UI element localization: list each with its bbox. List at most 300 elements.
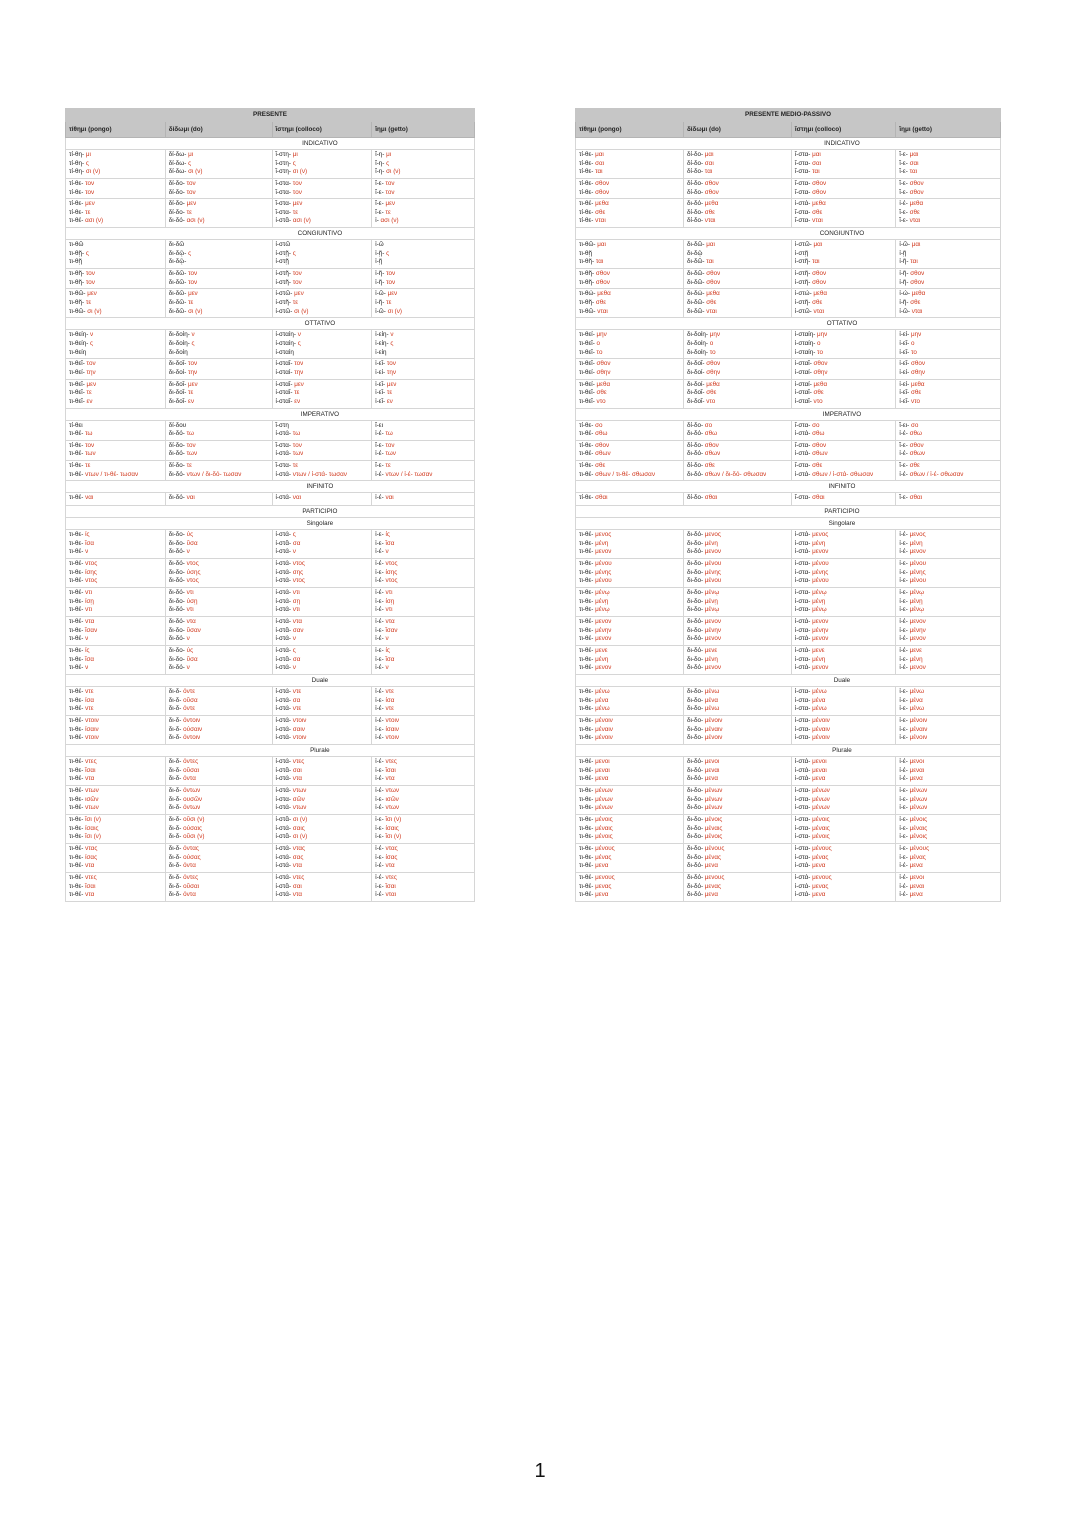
verb-ending: σι (ν) [387, 307, 402, 315]
verb-stem: ἱ-ε- [899, 568, 910, 576]
verb-ending: τον [85, 278, 95, 286]
verb-ending: ς [292, 647, 296, 655]
verb-ending: μεν [188, 290, 198, 298]
section-label: INFINITO [683, 481, 1000, 493]
verb-stem: ἱ-ε- [899, 696, 910, 704]
verb-stem: δι-δοί- [686, 368, 707, 376]
verb-stem: ἱ-ε- [899, 725, 910, 733]
verb-stem: δι-δ- [168, 725, 184, 733]
verb-stem: τι-θέ- [579, 635, 596, 643]
form-line [579, 258, 680, 267]
verb-ending: ντα [85, 775, 95, 783]
verb-ending: μένοις [909, 833, 928, 841]
verb-ending: μένη [704, 655, 718, 663]
verb-ending: τε [386, 298, 392, 306]
verb-stem: δι-δό- [686, 200, 705, 208]
verb-stem: δι-δό- [168, 548, 187, 556]
verb-ending: μέναιν [812, 725, 830, 733]
conjugation-cell [576, 199, 684, 228]
verb-ending: σθον [595, 180, 610, 187]
form-line [375, 151, 471, 160]
verb-stem: δι-δ- [168, 845, 184, 853]
conjugation-cell [165, 815, 272, 844]
form-line [276, 369, 369, 378]
verb-stem: ἱ-στά- [275, 494, 293, 502]
verb-ending: μένοιν [595, 734, 613, 742]
verb-ending: μένῳ [595, 606, 610, 614]
conjugation-cell [165, 179, 272, 199]
verb-ending: μενον [595, 618, 612, 626]
form-line [169, 331, 269, 340]
form-line [579, 151, 680, 160]
verb-ending: σθε [704, 208, 715, 216]
form-line [169, 189, 269, 198]
table-row [576, 420, 1001, 440]
verb-stem: ἱ-στᾶ- [275, 655, 293, 663]
verb-ending: τον [85, 188, 95, 196]
verb-ending: σθε [595, 298, 607, 306]
verb-ending: σθον [595, 270, 610, 278]
form-line [579, 331, 680, 340]
verb-stem: δί-δω- [168, 159, 189, 167]
conjugation-cell [791, 359, 896, 379]
conjugation-cell [272, 179, 372, 199]
verb-ending: σθε [704, 461, 715, 469]
verb-stem: τι-θείη- [69, 331, 91, 339]
verb-ending: ντα [292, 775, 302, 783]
conjugation-cell [791, 716, 896, 745]
verb-ending: τε [188, 389, 194, 397]
verb-stem: δι-δο- [686, 824, 705, 832]
empty-cell [576, 318, 684, 330]
form-line [687, 331, 788, 340]
verb-stem: δι-δο- [686, 734, 705, 742]
column-header: ἵημι (getto) [896, 122, 1001, 138]
verb-stem: ἱ-στῆ- [794, 298, 813, 306]
verb-ending: ν [85, 664, 89, 672]
verb-stem: ἱ-στά- [794, 775, 813, 783]
conjugation-cell [66, 330, 166, 359]
conjugation-cell [66, 150, 166, 179]
verb-stem: τι-θέ- [579, 862, 596, 870]
conjugation-cell [165, 240, 272, 269]
form-line [899, 340, 997, 349]
verb-stem: ἱ-έ- [375, 845, 386, 853]
verb-ending: μένοιν [909, 734, 928, 742]
verb-stem: ἱ-ῶ- [899, 241, 912, 249]
form-line [899, 471, 997, 480]
verb-ending: μέναιν [704, 725, 723, 733]
verb-stem: τι-θεῖ- [579, 339, 597, 347]
verb-stem: τι-θε- [69, 568, 86, 576]
table-row [66, 716, 475, 745]
form-line [375, 389, 471, 398]
conjugation-cell [896, 617, 1001, 646]
verb-ending: ντας [292, 845, 306, 853]
conjugation-cell [791, 559, 896, 588]
verb-ending: σθον [812, 188, 827, 196]
form-line [687, 360, 788, 369]
form-line [687, 180, 788, 189]
verb-stem: ἱ-στά- [794, 874, 813, 882]
verb-ending: νται [909, 217, 921, 225]
verb-stem: ἱ-έ- [899, 430, 910, 438]
verb-stem: δι-δ- [168, 862, 184, 870]
verb-stem: ἱ-εῖ- [375, 360, 387, 368]
verb-stem: τί-θε- [579, 159, 596, 167]
table-row [576, 786, 1001, 815]
conjugation-cell [791, 873, 896, 902]
verb-ending: μένους [704, 845, 725, 853]
section-label: PARTICIPIO [165, 506, 474, 518]
conjugation-cell [272, 379, 372, 408]
form-line [276, 606, 369, 615]
section-label: CONGIUNTIVO [683, 228, 1000, 240]
verb-ending: τον [386, 270, 396, 278]
verb-ending: μένου [909, 560, 927, 568]
verb-stem: δι-δο- [168, 597, 187, 605]
form-line [579, 688, 680, 697]
verb-ending: μι [386, 151, 392, 158]
verb-ending: τον [385, 188, 395, 196]
verb-ending: μένη [704, 539, 718, 547]
verb-ending: σθον [706, 360, 721, 368]
verb-stem: δι-δό- [686, 862, 705, 870]
table-row [66, 179, 475, 199]
verb-stem: ἱ-ε- [899, 705, 910, 713]
verb-stem: τι-θῇ [69, 258, 82, 266]
verb-stem: ἱ-στά- [275, 531, 293, 539]
verb-stem: ἱ-ε- [899, 845, 910, 853]
verb-ending: μεθα [704, 200, 719, 208]
verb-stem: τι-θε- [579, 696, 596, 704]
section-label-row [576, 228, 1001, 240]
verb-stem: δι-δο- [686, 626, 705, 634]
verb-ending: μένῃ [595, 597, 609, 605]
verb-ending: ται [595, 168, 603, 176]
verb-ending: ντος [186, 560, 199, 568]
form-line [375, 250, 471, 259]
verb-ending: ντων [85, 787, 99, 795]
empty-cell [66, 318, 166, 330]
verb-ending: σι (ν) [188, 307, 203, 315]
verb-ending: ντος [385, 577, 398, 585]
form-line [375, 606, 471, 615]
verb-ending: το [709, 348, 716, 356]
verb-stem: δι-δό- [686, 775, 705, 783]
form-line [375, 664, 471, 673]
verb-stem: δι-δο- [686, 845, 705, 853]
conjugation-cell [165, 150, 272, 179]
form-line [276, 758, 369, 767]
verb-stem: τι-θέ- [69, 618, 86, 626]
verb-stem: τι-θε- [579, 804, 596, 812]
conjugation-cell [372, 786, 475, 815]
empty-cell [66, 506, 166, 518]
conjugation-cell [165, 493, 272, 506]
conjugation-cell [683, 289, 791, 318]
verb-stem: δί-δο- [686, 151, 705, 158]
conjugation-cell [372, 420, 475, 440]
verb-stem: ἱ-στῆ- [794, 270, 813, 278]
form-line [169, 804, 269, 813]
verb-ending: μεναι [704, 766, 720, 774]
verb-stem: δί-δο- [686, 208, 705, 216]
verb-ending: μένω [812, 688, 827, 696]
verb-ending: ντα [85, 862, 95, 870]
form-line [795, 635, 893, 644]
form-line [795, 160, 893, 169]
table-row [66, 420, 475, 440]
verb-stem: ἱ-στα- [794, 688, 813, 696]
conjugation-cell [576, 815, 684, 844]
form-line [795, 688, 893, 697]
verb-ending: ν [385, 664, 389, 672]
form-line [899, 816, 997, 825]
conjugation-cell [165, 687, 272, 716]
verb-ending: μενους [704, 874, 725, 882]
conjugation-cell [791, 687, 896, 716]
verb-ending: μένῳ [812, 606, 827, 614]
verb-stem: ἱ-έ- [899, 775, 910, 783]
form-line [169, 664, 269, 673]
verb-ending: ίσας [85, 853, 98, 861]
conjugation-cell [272, 199, 372, 228]
verb-stem: δι-δο- [686, 539, 705, 547]
verb-ending: μένων [812, 795, 830, 803]
verb-ending: μαι [595, 151, 604, 158]
form-line [276, 787, 369, 796]
verb-stem: ἵ-ει- [899, 421, 911, 429]
verb-stem: τι-θέ- [69, 758, 86, 766]
verb-stem: ἵ-στα- [275, 441, 293, 449]
form-line [69, 430, 162, 439]
section-label: PARTICIPIO [683, 506, 1000, 518]
verb-ending: ντι [385, 589, 393, 597]
form-line [795, 241, 893, 250]
form-line [899, 381, 997, 390]
form-line [276, 647, 369, 656]
verb-ending: ς [386, 159, 390, 167]
verb-stem: ἱ-εῖ- [899, 348, 911, 356]
verb-stem: ἱ-ε- [375, 766, 386, 774]
form-line [687, 635, 788, 644]
form-line [169, 618, 269, 627]
form-line [276, 217, 369, 226]
verb-stem: δι-δῶ- [168, 298, 189, 306]
table-row [576, 240, 1001, 269]
verb-stem: τι-θε- [579, 845, 596, 853]
form-line [276, 577, 369, 586]
verb-stem: ἱ-στά- [275, 430, 293, 438]
verb-stem: δί-δο- [168, 441, 187, 449]
conjugation-cell [372, 757, 475, 786]
form-line [69, 398, 162, 407]
verb-stem: δι-δῶ- [168, 278, 189, 286]
verb-ending: ντων / ἱ-έ- τωσαν [385, 470, 433, 478]
form-line [169, 833, 269, 842]
verb-stem: τι-θε- [579, 577, 596, 585]
form-line [69, 340, 162, 349]
verb-ending: μεναι [909, 882, 925, 890]
verb-ending: οῦσαι [183, 882, 200, 890]
verb-ending: μενα [595, 862, 609, 870]
form-line [169, 217, 269, 226]
verb-stem: δι-δοίη- [686, 339, 710, 347]
verb-stem: ἵ-ε- [375, 441, 386, 449]
verb-stem: ἵ-ε- [375, 200, 386, 208]
table-row [66, 493, 475, 506]
form-line [69, 331, 162, 340]
empty-cell [576, 518, 684, 530]
table-row [66, 786, 475, 815]
verb-ending: σο [910, 421, 919, 429]
conjugation-cell [576, 440, 684, 460]
verb-stem: ἱ-στα- [794, 787, 813, 795]
form-line [169, 589, 269, 598]
verb-ending: μαι [597, 241, 606, 249]
form-line [276, 331, 369, 340]
form-line [169, 279, 269, 288]
verb-stem: τί-θη- [69, 168, 86, 176]
verb-ending: ντι [186, 606, 194, 614]
form-line [169, 816, 269, 825]
form-line [69, 422, 162, 431]
verb-ending: τον [385, 441, 395, 449]
verb-ending: τον [85, 270, 95, 278]
form-line [687, 151, 788, 160]
form-line [899, 734, 997, 743]
verb-ending: ν [390, 331, 394, 339]
conjugation-cell [576, 873, 684, 902]
conjugation-cell [372, 815, 475, 844]
table-row [66, 269, 475, 289]
form-line [375, 589, 471, 598]
verb-ending: σθον [909, 188, 924, 196]
verb-ending: ο [709, 339, 714, 347]
verb-stem: ἱ-έ- [899, 470, 910, 478]
verb-ending: ντες [385, 874, 397, 882]
verb-ending: μένας [812, 853, 829, 861]
verb-stem: ἱ-στά- [275, 845, 293, 853]
verb-stem: ἱ-στώ- [794, 290, 814, 298]
verb-stem: τι-θέ- [69, 717, 86, 725]
verb-stem: τι-θε- [579, 705, 596, 713]
form-line [276, 168, 369, 177]
verb-stem: δι-δοῖ- [686, 389, 707, 397]
verb-stem: ἱ-ῆ- [375, 278, 387, 286]
verb-stem: τι-θῶ- [579, 307, 598, 315]
table-title: PRESENTE [66, 109, 475, 122]
form-line [795, 560, 893, 569]
form-line [169, 349, 269, 358]
form-line [69, 862, 162, 871]
verb-ending: μενα [812, 891, 826, 899]
form-line [579, 299, 680, 308]
verb-stem: ἱ-σταῖ- [794, 389, 814, 397]
verb-stem: ἱ-ε- [899, 577, 910, 585]
form-line [579, 758, 680, 767]
form-line [276, 548, 369, 557]
conjugation-cell [576, 757, 684, 786]
form-line [687, 250, 788, 259]
verb-stem: ἵ-ε- [375, 180, 386, 187]
conjugation-cell [272, 530, 372, 559]
conjugation-cell [896, 844, 1001, 873]
table-row [66, 588, 475, 617]
form-line [899, 494, 997, 503]
conjugation-cell [272, 716, 372, 745]
verb-stem: ἱ-στῆ- [794, 278, 813, 286]
verb-stem: δι-δοῖ- [168, 397, 189, 405]
form-line [899, 430, 997, 439]
verb-ending: ς [292, 531, 296, 539]
table-title: PRESENTE MEDIO-PASSIVO [576, 109, 1001, 122]
verb-ending: μένου [909, 577, 927, 585]
verb-stem: τί-θε- [579, 180, 596, 187]
verb-ending: μένων [704, 787, 723, 795]
verb-ending: των [85, 450, 96, 458]
form-line [169, 891, 269, 900]
form-line [579, 241, 680, 250]
verb-ending: ν [85, 548, 89, 556]
verb-stem: ἱ-έ- [899, 200, 910, 208]
verb-stem: ἱ-σταίη- [794, 339, 818, 347]
verb-ending: ντε [85, 705, 94, 713]
verb-ending: μενα [704, 862, 719, 870]
verb-stem: ἱ-στα- [794, 717, 813, 725]
verb-stem: ἱ-έ- [899, 862, 910, 870]
verb-stem: τι-θέ- [69, 862, 86, 870]
form-line [169, 299, 269, 308]
verb-stem: δι-δῶ- [168, 290, 189, 298]
conjugation-cell [683, 530, 791, 559]
verb-ending: ῖσι (ν) [85, 816, 101, 824]
verb-ending: μέναις [595, 824, 613, 832]
form-line [375, 758, 471, 767]
conjugation-cell [66, 460, 166, 480]
conjugation-cell [683, 460, 791, 480]
verb-stem: ἵ-ε- [899, 441, 910, 449]
verb-ending: ν [85, 635, 89, 643]
conjugation-cell [791, 493, 896, 506]
conjugation-cell [272, 359, 372, 379]
verb-stem: ἱ-ε- [375, 655, 386, 663]
verb-ending: μενα [595, 775, 609, 783]
form-line [899, 577, 997, 586]
verb-stem: ἱ-ε- [899, 688, 910, 696]
verb-ending: μεθα [596, 380, 611, 388]
verb-stem: δι-δο- [686, 833, 705, 841]
form-line [69, 775, 162, 784]
section-label-row [576, 138, 1001, 150]
verb-stem: τι-θεῖ- [69, 380, 87, 388]
verb-stem: δι-δο- [686, 787, 705, 795]
form-line [69, 816, 162, 825]
verb-stem: τι-θῶ- [579, 241, 598, 249]
conjugation-cell [372, 199, 475, 228]
verb-ending: μενας [595, 882, 612, 890]
conjugation-cell [576, 559, 684, 588]
verb-ending: μένους [909, 845, 930, 853]
form-line [276, 635, 369, 644]
verb-ending: ν [186, 635, 190, 643]
verb-stem: τι-θεῖ- [69, 397, 87, 405]
verb-stem: ἱ-ε- [899, 795, 910, 803]
verb-stem: ἱ-έ- [899, 618, 910, 626]
verb-stem: ἱ-εῖ- [375, 389, 387, 397]
verb-stem: ἱ-στα- [794, 816, 813, 824]
